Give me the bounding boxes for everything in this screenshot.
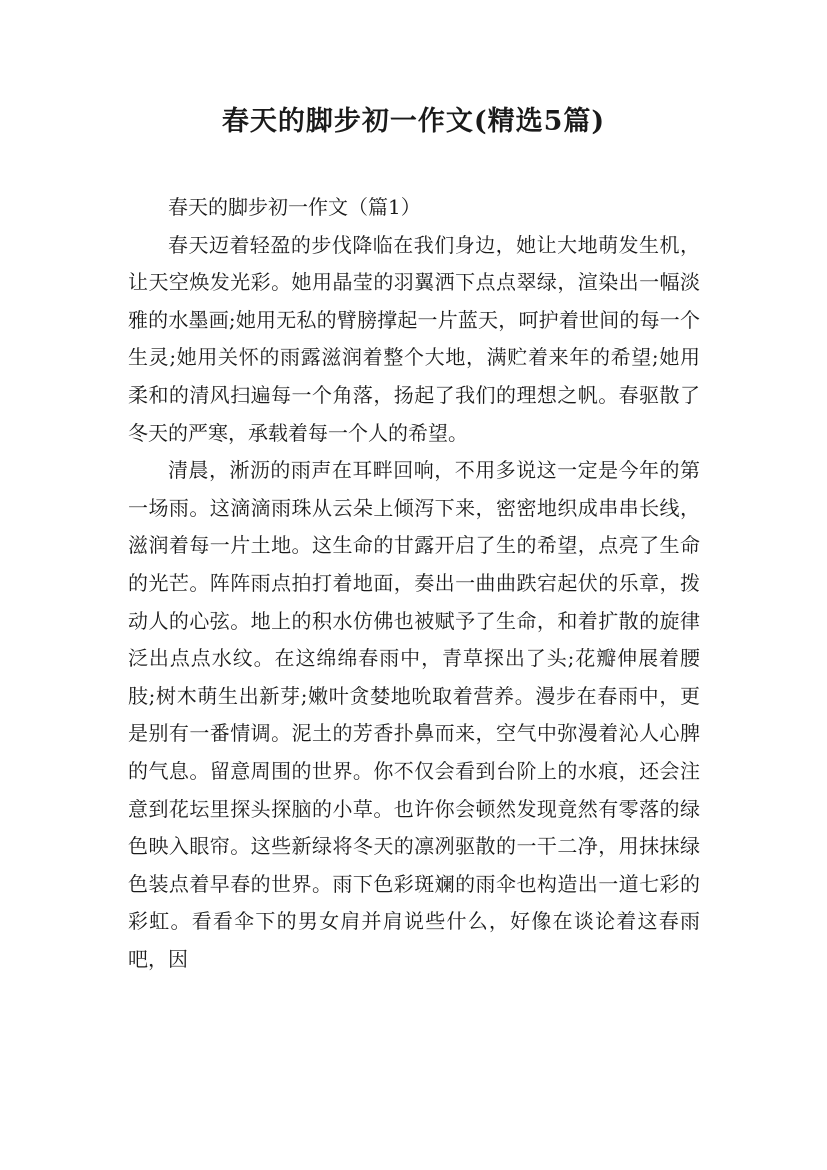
section-heading: 春天的脚步初一作文（篇1） — [168, 195, 421, 219]
document-title: 春天的脚步初一作文(精选5篇) — [221, 106, 606, 137]
document-body — [128, 189, 700, 978]
paragraph-1: 春天迈着轻盈的步伐降临在我们身边，她让大地萌发生机，让天空焕发光彩。她用晶莹的羽翼洒下点点翠绿，渲染出一幅淡雅的水墨画;她用无私的臂膀撑起一片蓝天，呵护着世间的每一个生灵;她用关怀的雨露滋润着整个大地，满贮着来年的希望;她用柔和的清风扫遍每一个角落，扬起了我们的理想之帆。春驱散了冬天的严寒，承载着每一个人的希望。 — [128, 232, 700, 445]
paragraph-2: 清晨，淅沥的雨声在耳畔回响，不用多说这一定是今年的第一场雨。这滴滴雨珠从云朵上倾泻下来，密密地织成串串长线，滋润着每一片土地。这生命的甘露开启了生的希望，点亮了生命的光芒。阵阵雨点拍打着地面，奏出一曲曲跌宕起伏的乐章，拨动人的心弦。地上的积水仿佛也被赋予了生命，和着扩散的旋律泛出点点水纹。在这绵绵春雨中，青草探出了头;花瓣伸展着腰肢;树木萌生出新芽;嫩叶贪婪地吮取着营养。漫步在春雨中，更是别有一番情调。泥土的芳香扑鼻而来，空气中弥漫着沁人心脾的气息。留意周围的世界。你不仅会看到台阶上的水痕，还会注意到花坛里探头探脑的小草。也许你会顿然发现竟然有零落的绿色映入眼帘。这些新绿将冬天的凛冽驱散的一干二净，用抹抹绿色装点着早春的世界。雨下色彩斑斓的雨伞也构造出一道七彩的彩虹。看看伞下的男女肩并肩说些什么，好像在谈论着这春雨吧，因 — [128, 458, 700, 971]
